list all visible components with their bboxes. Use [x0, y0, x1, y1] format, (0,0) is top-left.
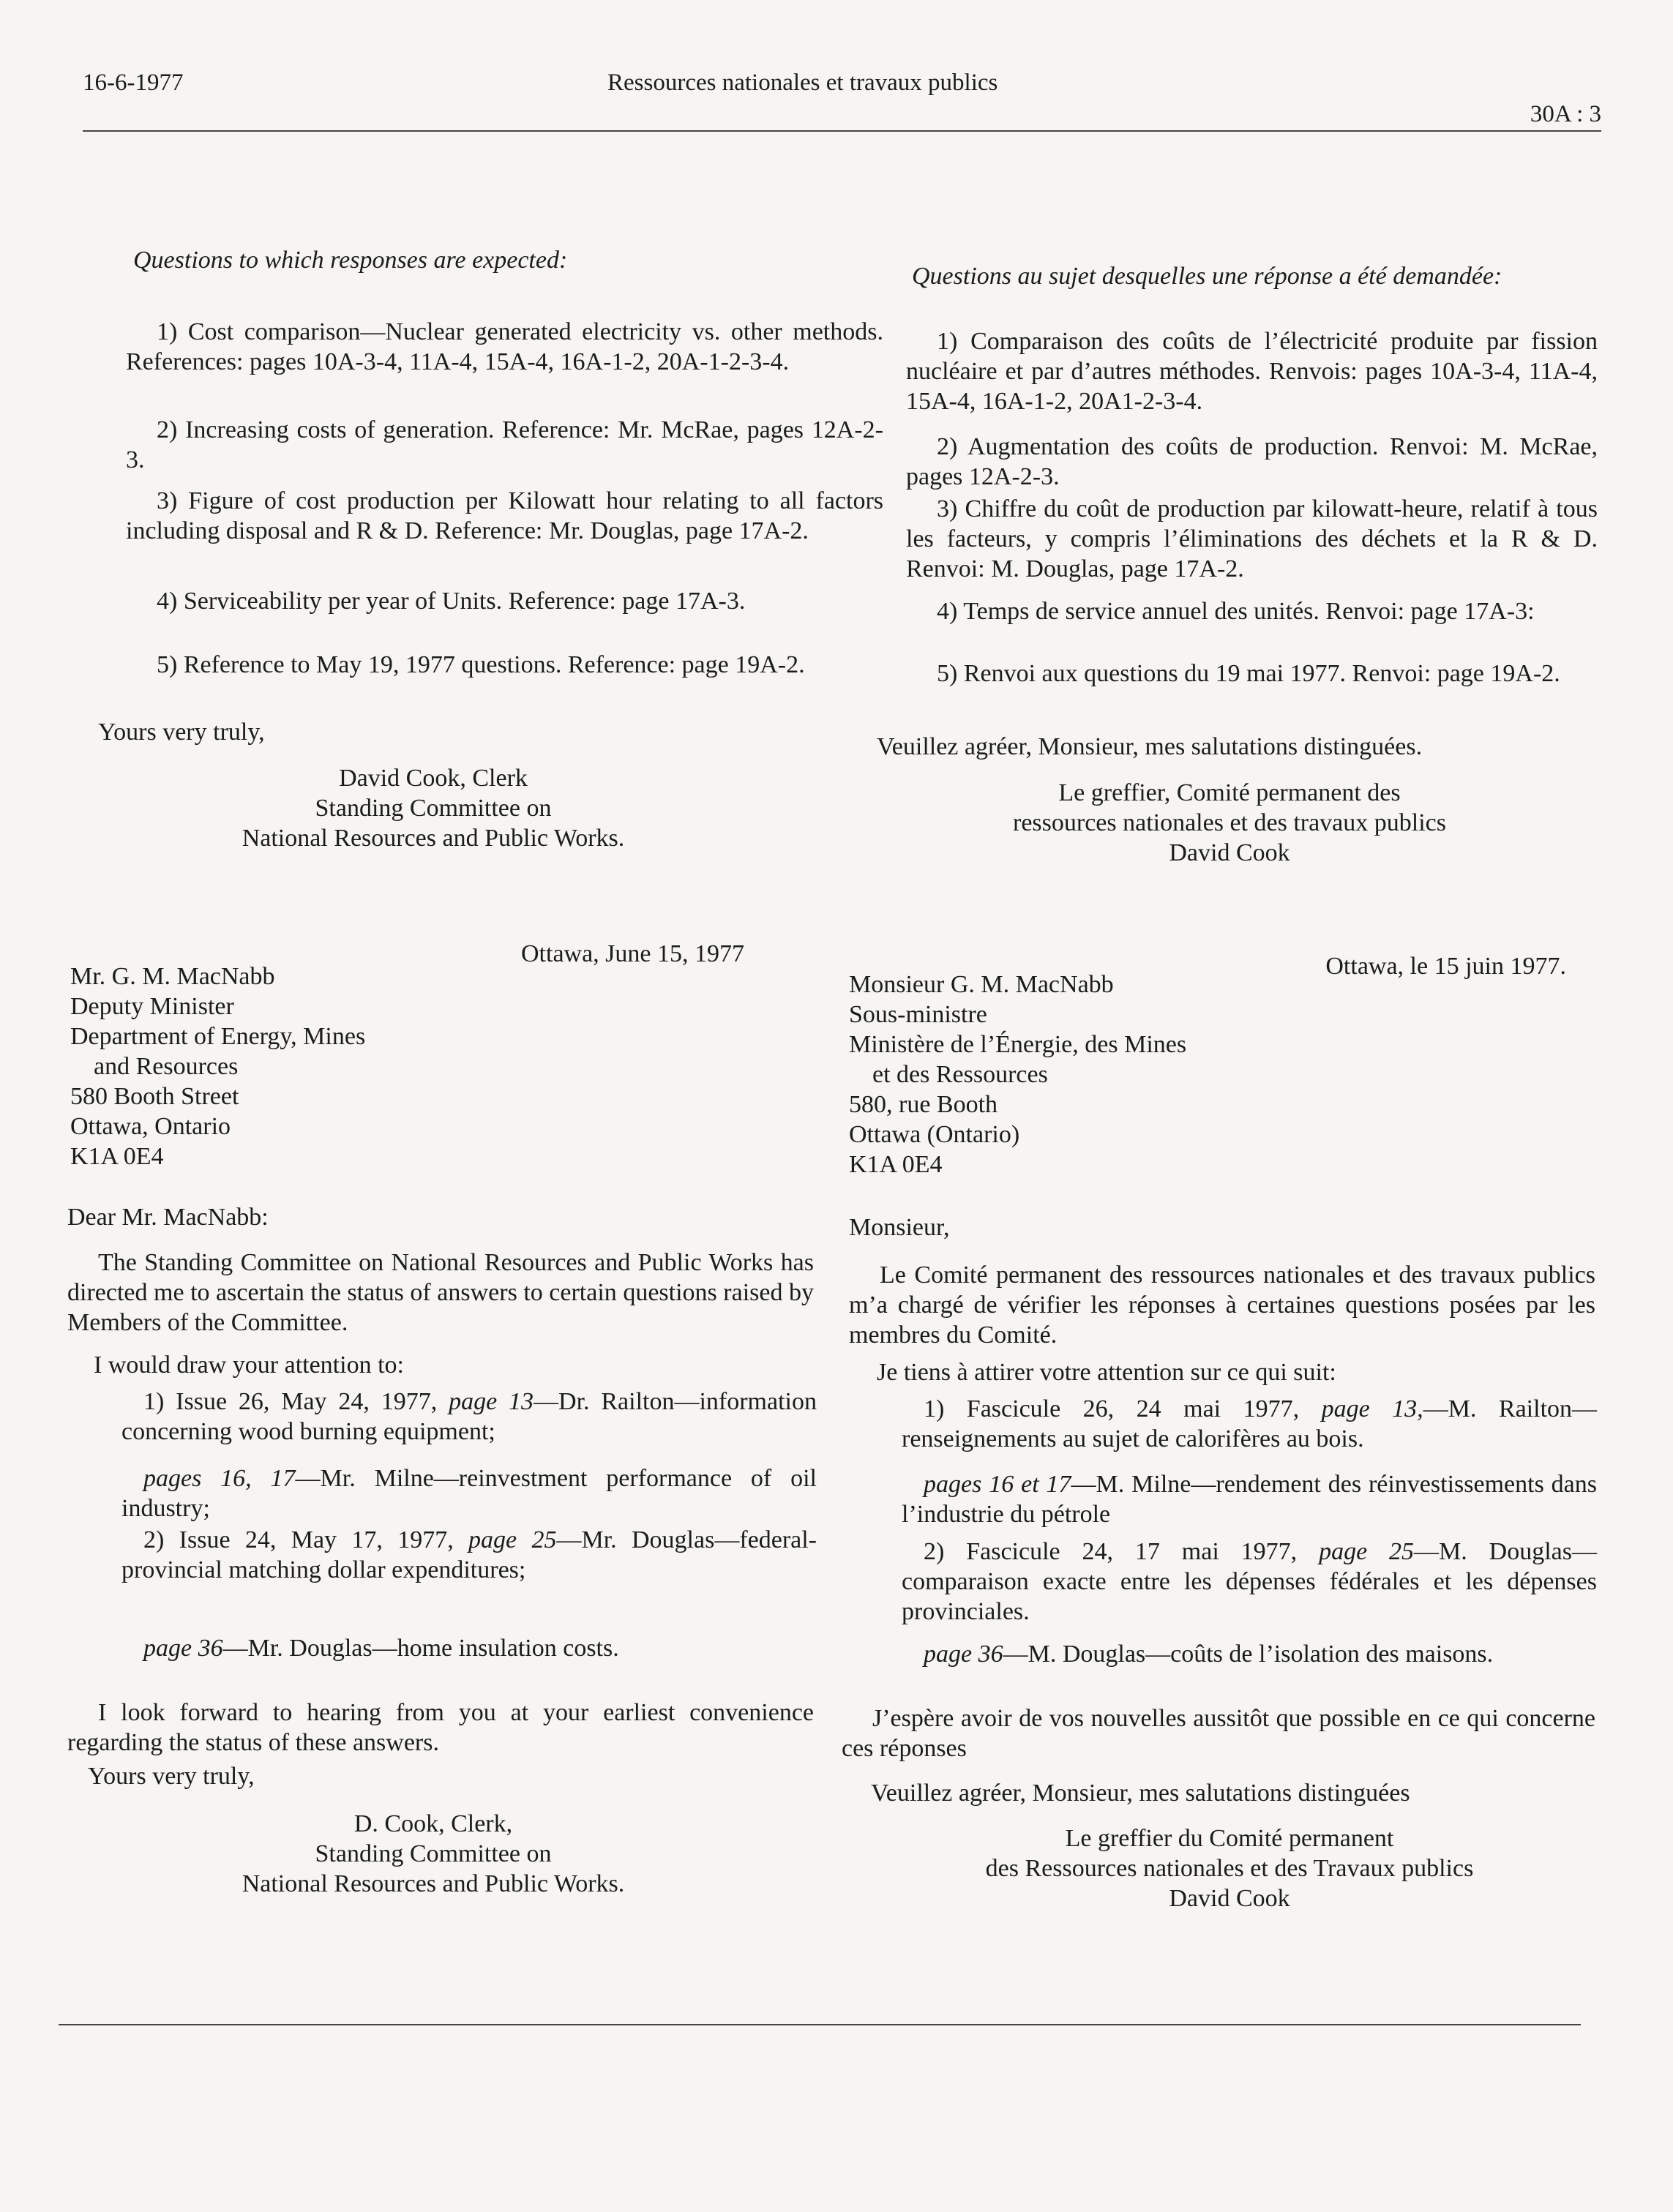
issue-page: page 25 [1319, 1538, 1415, 1565]
issue-page: page 25 [468, 1526, 557, 1553]
question-item: 4) Temps de service annuel des unités. Renvoi: page 17A-3: [937, 598, 1535, 625]
signature-line: ressources nationales et des travaux publics [1013, 809, 1446, 836]
issue-rest: —Mr. Milne—reinvestment performance of oil industry; [121, 1465, 817, 1522]
issue-page: pages 16 et 17 [924, 1471, 1071, 1498]
letter-date: Ottawa, le 15 juin 1977. [1325, 953, 1566, 980]
question-item: 5) Reference to May 19, 1977 questions. Reference: page 19A-2. [157, 651, 805, 678]
closing-paragraph: I look forward to hearing from you at your earliest convenience regarding the status of these answers. [67, 1699, 814, 1756]
letter-body: Le Comité permanent des ressources nationales et des travaux publics m’a chargé de vérifier les réponses à certaines questions posées par les membres du Comité. [849, 1261, 1595, 1349]
issue-item [121, 1463, 817, 1523]
signature-line: Standing Committee on [315, 795, 552, 822]
question-item: 3) Chiffre du coût de production par kilowatt-heure, relatif à tous les facteurs, y compris l’éliminations des déchets et la R & D. Renvoi: M. Douglas, page 17A-2. [906, 495, 1598, 582]
address-line: Ministère de l’Énergie, des Mines [849, 1031, 1187, 1058]
question-item: 1) Comparaison des coûts de l’électricité produite par fission nucléaire et par d’autres méthodes. Renvois: pages 10A-3-4, 11A-4, 15A-4, 16A-1-2, 20A1-2-3-4. [906, 328, 1598, 415]
issue-rest: —M. Milne—rendement des réinvestissements dans l’industrie du pétrole [902, 1471, 1598, 1528]
letter-date: Ottawa, June 15, 1977 [521, 940, 745, 967]
issue-lead: 1) Fascicule 26, 24 mai 1977, [924, 1395, 1322, 1422]
salutation: Dear Mr. MacNabb: [67, 1204, 269, 1231]
issue-item [121, 1387, 817, 1447]
question-item: 3) Figure of cost production per Kilowatt hour relating to all factors including disposal and R & D. Reference: Mr. Douglas, page 17A-2. [126, 487, 883, 544]
closing: Yours very truly, [98, 719, 265, 746]
issue-page: pages 16, 17 [143, 1465, 296, 1492]
issue-page: page 36 [924, 1641, 1003, 1668]
issue-rest: —M. Railton—renseignements au sujet de calorifères au bois. [902, 1395, 1598, 1452]
signature-line: Standing Committee on [315, 1840, 552, 1867]
issue-item [902, 1639, 1597, 1669]
closing: Veuillez agréer, Monsieur, mes salutations distinguées. [877, 733, 1423, 760]
closing: Veuillez agréer, Monsieur, mes salutations distinguées [871, 1780, 1410, 1807]
signature-line: des Ressources nationales et des Travaux publics [985, 1855, 1474, 1882]
signature-block [141, 763, 726, 853]
signature-line: D. Cook, Clerk, [353, 1810, 513, 1837]
header-page-number: 30A : 3 [1530, 101, 1601, 127]
attention-line: Je tiens à attirer votre attention sur ce qui suit: [877, 1359, 1336, 1386]
issue-lead: 2) Issue 24, May 17, 1977, [143, 1526, 469, 1553]
questions-heading: Questions au sujet desquelles une réponse a été demandée: [912, 263, 1502, 290]
signature-line: David Cook [1169, 839, 1290, 866]
issue-rest: —Dr. Railton—information concerning wood burning equipment; [121, 1388, 817, 1445]
closing-paragraph: J’espère avoir de vos nouvelles aussitôt que possible en ce qui concerne ces réponses [842, 1705, 1595, 1762]
issue-item [121, 1525, 817, 1585]
signature-line: David Cook [1169, 1885, 1290, 1912]
address-line: 580 Booth Street [70, 1083, 239, 1110]
address-line: 580, rue Booth [849, 1091, 998, 1118]
address-line: et des Ressources [872, 1061, 1048, 1088]
issue-item [902, 1469, 1597, 1529]
issue-page: page 13, [1321, 1395, 1423, 1422]
issue-item [143, 1633, 817, 1663]
signature-block [141, 1809, 726, 1899]
signature-line: National Resources and Public Works. [242, 825, 625, 852]
issue-item [902, 1394, 1597, 1454]
issue-rest: —M. Douglas—comparaison exacte entre les dépenses fédérales et les dépenses provinciales. [902, 1538, 1597, 1625]
issue-lead: 2) Fascicule 24, 17 mai 1977, [924, 1538, 1320, 1565]
issue-page: page 13 [449, 1388, 534, 1415]
questions-heading: Questions to which responses are expected: [133, 247, 568, 274]
attention-line: I would draw your attention to: [94, 1351, 404, 1379]
issue-rest: —M. Douglas—coûts de l’isolation des maisons. [1003, 1641, 1494, 1668]
signature-line: Le greffier du Comité permanent [1065, 1825, 1394, 1852]
issue-page: page 36 [143, 1635, 223, 1662]
header-rule [83, 130, 1601, 132]
address-line: Ottawa, Ontario [70, 1113, 231, 1140]
issue-rest: —Mr. Douglas—home insulation costs. [222, 1635, 619, 1662]
issue-lead: 1) Issue 26, May 24, 1977, [143, 1388, 449, 1415]
salutation: Monsieur, [849, 1214, 950, 1241]
header-date: 16-6-1977 [83, 70, 184, 96]
address-line: K1A 0E4 [70, 1143, 164, 1170]
address-block [70, 961, 820, 1171]
address-block [849, 970, 1610, 1180]
question-item: 5) Renvoi aux questions du 19 mai 1977. Renvoi: page 19A-2. [937, 660, 1560, 687]
question-item: 4) Serviceability per year of Units. Reference: page 17A-3. [157, 588, 746, 615]
address-line: K1A 0E4 [849, 1151, 943, 1178]
address-line: Mr. G. M. MacNabb [70, 963, 275, 990]
signature-line: David Cook, Clerk [339, 765, 528, 792]
question-item: 2) Augmentation des coûts de production. Renvoi: M. McRae, pages 12A-2-3. [906, 433, 1598, 490]
signature-line: Le greffier, Comité permanent des [1058, 779, 1401, 806]
address-line: and Resources [94, 1053, 239, 1080]
question-item: 2) Increasing costs of generation. Reference: Mr. McRae, pages 12A-2-3. [126, 416, 883, 473]
closing: Yours very truly, [88, 1763, 255, 1790]
address-line: Sous-ministre [849, 1001, 987, 1028]
address-line: Ottawa (Ontario) [849, 1121, 1020, 1148]
signature-line: National Resources and Public Works. [242, 1870, 625, 1897]
address-line: Deputy Minister [70, 993, 234, 1020]
footer-rule [59, 2024, 1581, 2025]
letter-body: The Standing Committee on National Resources and Public Works has directed me to ascertain the status of answers to certain questions raised by Members of the Committee. [67, 1249, 814, 1336]
signature-block [937, 1823, 1522, 1913]
issue-item [902, 1537, 1597, 1627]
address-line: Monsieur G. M. MacNabb [849, 971, 1114, 998]
question-item: 1) Cost comparison—Nuclear generated electricity vs. other methods. References: pages 10A-3-4, 11A-4, 15A-4, 16A-1-2, 20A-1-2-3-4. [126, 318, 883, 375]
signature-block [937, 778, 1522, 868]
address-line: Department of Energy, Mines [70, 1023, 366, 1050]
issue-rest: —Mr. Douglas—federal-provincial matching dollar expenditures; [121, 1526, 817, 1583]
header-title: Ressources nationales et travaux publics [607, 70, 998, 96]
